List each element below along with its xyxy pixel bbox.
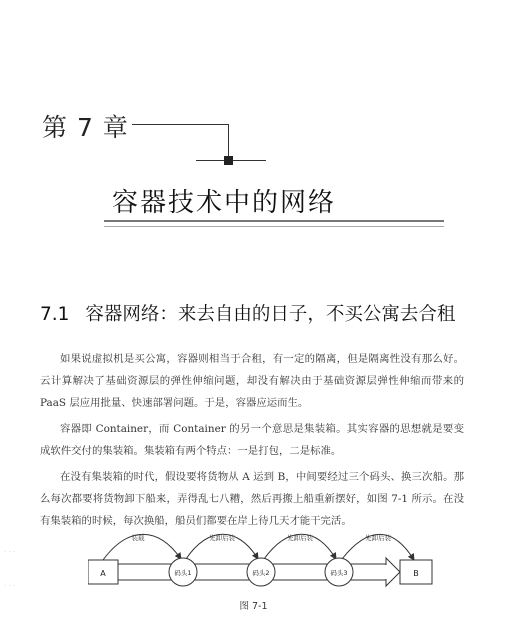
margin-mark: · · · bbox=[4, 582, 16, 590]
section-title-text: 容器网络：来去自由的日子，不买公寓去合租 bbox=[85, 304, 456, 325]
node-dock-1-label: 码头1 bbox=[174, 569, 192, 577]
paragraph-1: 如果说虚拟机是买公寓，容器则相当于合租，有一定的隔离，但是隔离性没有那么好。云计算解决了基础资源层的弹性伸缩问题，却没有解决由于基础资源层弹性伸缩而带来的 PaaS 层应用批量、快速部署问题。于是，容器应运而生。 bbox=[40, 353, 464, 409]
arc-label-4: 先卸后装 bbox=[365, 534, 391, 542]
arc-label-3: 先卸后装 bbox=[287, 534, 313, 542]
paragraph-3: 在没有集装箱的时代，假设要将货物从 A 运到 B，中间要经过三个码头、换三次船。那么每次都要将货物卸下船来，弄得乱七八糟，然后再搬上船重新摆好，如图 7-1 所示。在没有集装箱的时候，每次换船，船员们都要在岸上待几天才能干完活。 bbox=[40, 471, 464, 527]
header-rule-short bbox=[132, 124, 228, 125]
chapter-number: 第 7 章 bbox=[42, 113, 129, 142]
arc-label-1: 装载 bbox=[131, 534, 145, 542]
node-dock-2-label: 码头2 bbox=[252, 569, 270, 577]
title-underline-thick bbox=[104, 220, 444, 222]
title-underline-thin bbox=[104, 226, 444, 227]
route-band-arrowhead bbox=[386, 558, 400, 586]
header-square-marker bbox=[224, 156, 233, 165]
paragraph-2: 容器即 Container，而 Container 的另一个意思是集装箱。其实容器的思想就是要变成软件交付的集装箱。集装箱有两个特点：一是打包，二是标准。 bbox=[40, 423, 464, 457]
figure-caption: 图 7-1 bbox=[239, 601, 268, 612]
arc-label-2: 先卸后装 bbox=[209, 534, 235, 542]
node-b-label: B bbox=[413, 569, 419, 578]
node-a-label: A bbox=[100, 569, 106, 578]
chapter-title: 容器技术中的网络 bbox=[112, 188, 337, 218]
node-dock-3-label: 码头3 bbox=[330, 569, 348, 577]
section-number: 7.1 bbox=[40, 304, 70, 325]
margin-mark: · · · bbox=[4, 548, 16, 556]
section-heading bbox=[40, 300, 455, 326]
